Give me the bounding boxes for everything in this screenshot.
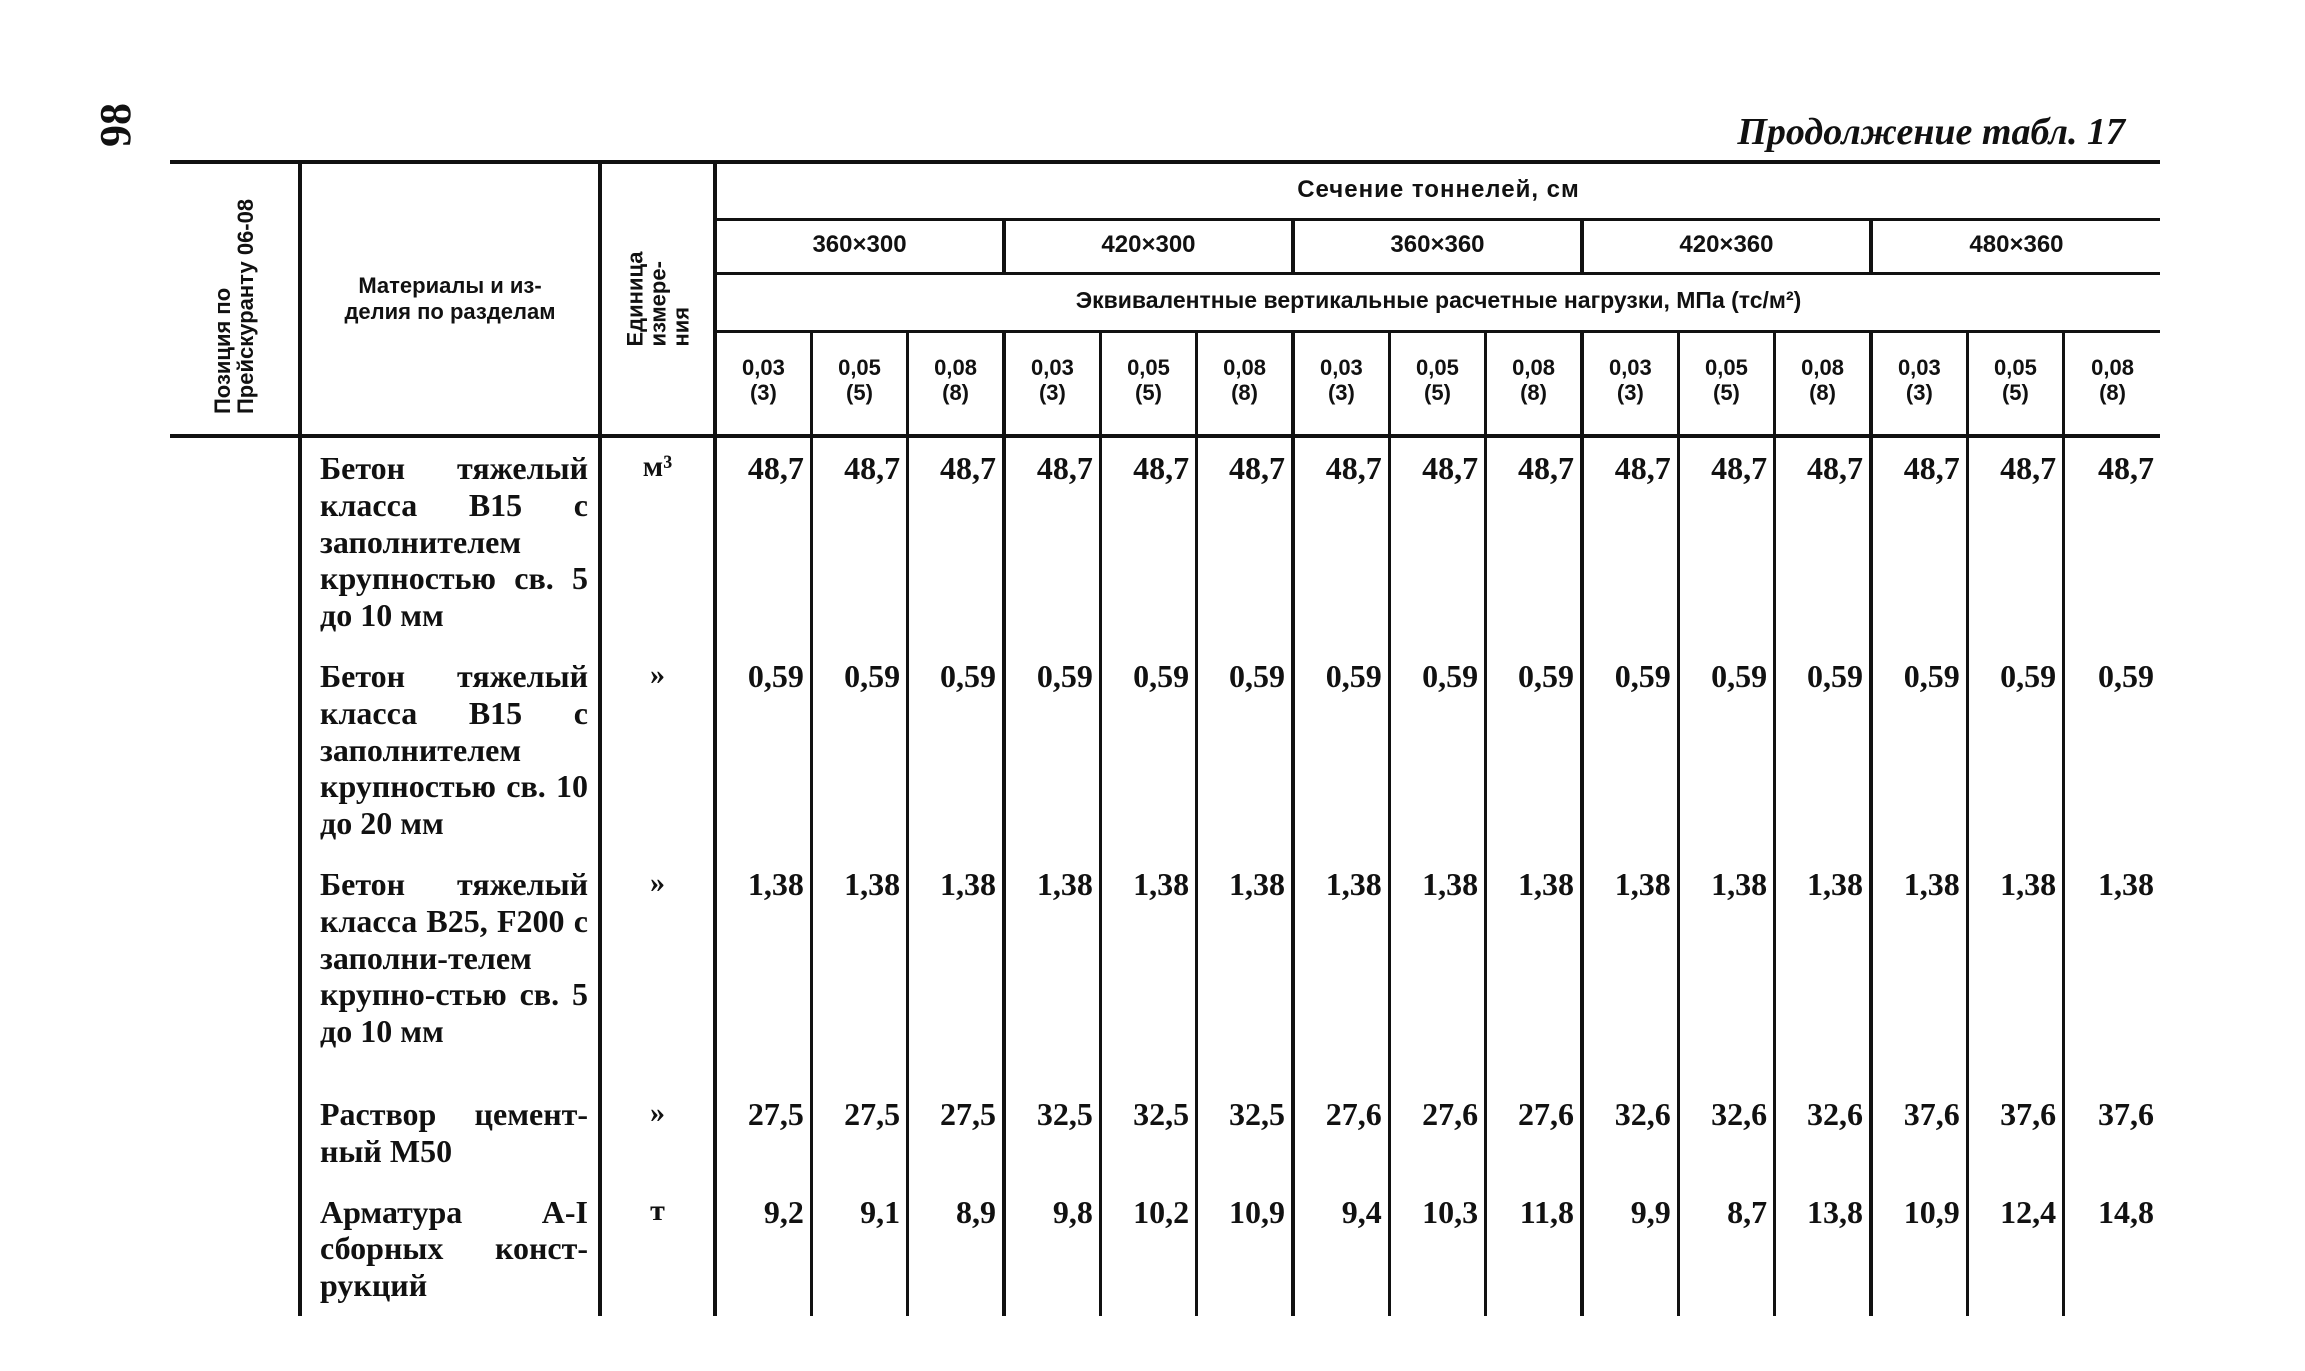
value-cell: 9,8	[1004, 1182, 1100, 1316]
value-cell: 27,5	[715, 1084, 811, 1182]
value-cell: 48,7	[1100, 436, 1196, 646]
material-name: Бетон тяжелый класса B15 с заполнителем крупностью св. 10 до 20 мм	[300, 646, 600, 854]
value-cell: 0,59	[1293, 646, 1389, 854]
value-cell: 0,59	[1004, 646, 1100, 854]
load-header: 0,08 (8)	[1486, 331, 1582, 436]
table-row	[170, 1182, 2160, 1316]
value-cell: 48,7	[2064, 436, 2160, 646]
table-row	[170, 854, 2160, 1084]
value-cell: 48,7	[1004, 436, 1100, 646]
materials-header: Материалы и из- делия по разделам	[344, 273, 556, 324]
section-480x360: 480×360	[1871, 219, 2160, 273]
value-cell: 27,5	[908, 1084, 1004, 1182]
value-cell: 9,9	[1582, 1182, 1678, 1316]
value-cell: 1,38	[1486, 854, 1582, 1084]
load-header: 0,08 (8)	[2064, 331, 2160, 436]
value-cell: 37,6	[1967, 1084, 2063, 1182]
value-cell: 0,59	[1197, 646, 1293, 854]
load-header: 0,03 (3)	[1004, 331, 1100, 436]
load-header: 0,05 (5)	[1100, 331, 1196, 436]
load-title: Эквивалентные вертикальные расчетные нагрузки, МПа (тс/м²)	[715, 274, 2160, 332]
value-cell: 14,8	[2064, 1182, 2160, 1316]
value-cell: 0,59	[1582, 646, 1678, 854]
value-cell: 48,7	[1389, 436, 1485, 646]
value-cell: 27,6	[1389, 1084, 1485, 1182]
value-cell: 9,1	[811, 1182, 907, 1316]
value-cell: 10,3	[1389, 1182, 1485, 1316]
material-name: Раствор цемент-ный М50	[300, 1084, 600, 1182]
value-cell: 8,9	[908, 1182, 1004, 1316]
section-420x300: 420×300	[1004, 219, 1293, 273]
value-cell: 1,38	[1004, 854, 1100, 1084]
value-cell: 48,7	[1871, 436, 1967, 646]
load-header: 0,05 (5)	[1678, 331, 1774, 436]
load-header: 0,08 (8)	[1197, 331, 1293, 436]
position-cell	[170, 1182, 300, 1316]
table-caption: Продолжение табл. 17	[1737, 111, 2125, 153]
value-cell: 32,6	[1775, 1084, 1871, 1182]
value-cell: 48,7	[1197, 436, 1293, 646]
load-header: 0,03 (3)	[1871, 331, 1967, 436]
value-cell: 32,6	[1582, 1084, 1678, 1182]
table-row	[170, 436, 2160, 646]
value-cell: 1,38	[908, 854, 1004, 1084]
value-cell: 48,7	[1678, 436, 1774, 646]
value-cell: 1,38	[1678, 854, 1774, 1084]
value-cell: 48,7	[1582, 436, 1678, 646]
value-cell: 11,8	[1486, 1182, 1582, 1316]
value-cell: 1,38	[1197, 854, 1293, 1084]
value-cell: 48,7	[811, 436, 907, 646]
value-cell: 32,5	[1197, 1084, 1293, 1182]
unit-cell: »	[600, 1084, 715, 1182]
value-cell: 1,38	[1582, 854, 1678, 1084]
unit-cell: »	[600, 854, 715, 1084]
section-360x360: 360×360	[1293, 219, 1582, 273]
section-title: Сечение тоннелей, см	[715, 162, 2160, 219]
value-cell: 0,59	[811, 646, 907, 854]
position-cell	[170, 436, 300, 646]
table-row	[170, 646, 2160, 854]
value-cell: 48,7	[1293, 436, 1389, 646]
unit-cell: »	[600, 646, 715, 854]
load-header: 0,05 (5)	[1389, 331, 1485, 436]
position-cell	[170, 1084, 300, 1182]
value-cell: 48,7	[1967, 436, 2063, 646]
position-cell	[170, 854, 300, 1084]
value-cell: 0,59	[2064, 646, 2160, 854]
value-cell: 37,6	[2064, 1084, 2160, 1182]
value-cell: 1,38	[811, 854, 907, 1084]
value-cell: 1,38	[1293, 854, 1389, 1084]
value-cell: 13,8	[1775, 1182, 1871, 1316]
material-name: Бетон тяжелый класса B15 с заполнителем крупностью св. 5 до 10 мм	[300, 436, 600, 646]
value-cell: 1,38	[1389, 854, 1485, 1084]
table-header	[170, 162, 2160, 436]
position-header: Позиция по Прейскуранту 06-08	[209, 198, 258, 414]
section-360x300: 360×300	[715, 219, 1004, 273]
page-number: 98	[91, 103, 140, 147]
load-header: 0,08 (8)	[908, 331, 1004, 436]
value-cell: 0,59	[1871, 646, 1967, 854]
value-cell: 1,38	[715, 854, 811, 1084]
value-cell: 9,4	[1293, 1182, 1389, 1316]
value-cell: 1,38	[1871, 854, 1967, 1084]
position-cell	[170, 646, 300, 854]
unit-header-cell	[600, 162, 715, 436]
value-cell: 37,6	[1871, 1084, 1967, 1182]
unit-cell: м³	[600, 436, 715, 646]
value-cell: 0,59	[1486, 646, 1582, 854]
position-header-cell	[170, 162, 300, 436]
load-header: 0,03 (3)	[715, 331, 811, 436]
unit-header: Единица измере- ния	[621, 251, 694, 347]
value-cell: 48,7	[1775, 436, 1871, 646]
value-cell: 1,38	[1967, 854, 2063, 1084]
load-header: 0,05 (5)	[1967, 331, 2063, 436]
value-cell: 0,59	[715, 646, 811, 854]
value-cell: 10,2	[1100, 1182, 1196, 1316]
value-cell: 48,7	[1486, 436, 1582, 646]
value-cell: 32,5	[1004, 1084, 1100, 1182]
material-name: Арматура А-I сборных конст-рукций	[300, 1182, 600, 1316]
table-row	[170, 1084, 2160, 1182]
section-420x360: 420×360	[1582, 219, 1871, 273]
table-body	[170, 436, 2160, 1316]
value-cell: 27,5	[811, 1084, 907, 1182]
value-cell: 0,59	[1100, 646, 1196, 854]
value-cell: 12,4	[1967, 1182, 2063, 1316]
value-cell: 9,2	[715, 1182, 811, 1316]
value-cell: 1,38	[2064, 854, 2160, 1084]
material-name: Бетон тяжелый класса B25, F200 с заполни-телем крупно-стью св. 5 до 10 мм	[300, 854, 600, 1084]
value-cell: 48,7	[715, 436, 811, 646]
value-cell: 10,9	[1871, 1182, 1967, 1316]
load-header: 0,03 (3)	[1293, 331, 1389, 436]
value-cell: 0,59	[908, 646, 1004, 854]
materials-table	[170, 160, 2160, 1316]
load-header: 0,05 (5)	[811, 331, 907, 436]
value-cell: 8,7	[1678, 1182, 1774, 1316]
value-cell: 27,6	[1486, 1084, 1582, 1182]
value-cell: 1,38	[1775, 854, 1871, 1084]
value-cell: 32,5	[1100, 1084, 1196, 1182]
load-header: 0,08 (8)	[1775, 331, 1871, 436]
value-cell: 0,59	[1678, 646, 1774, 854]
value-cell: 1,38	[1100, 854, 1196, 1084]
value-cell: 0,59	[1775, 646, 1871, 854]
value-cell: 10,9	[1197, 1182, 1293, 1316]
value-cell: 0,59	[1967, 646, 2063, 854]
materials-table-frame	[170, 160, 2160, 1340]
unit-cell: т	[600, 1182, 715, 1316]
value-cell: 0,59	[1389, 646, 1485, 854]
materials-header-cell	[300, 162, 600, 436]
value-cell: 27,6	[1293, 1084, 1389, 1182]
value-cell: 32,6	[1678, 1084, 1774, 1182]
value-cell: 48,7	[908, 436, 1004, 646]
load-header: 0,03 (3)	[1582, 331, 1678, 436]
